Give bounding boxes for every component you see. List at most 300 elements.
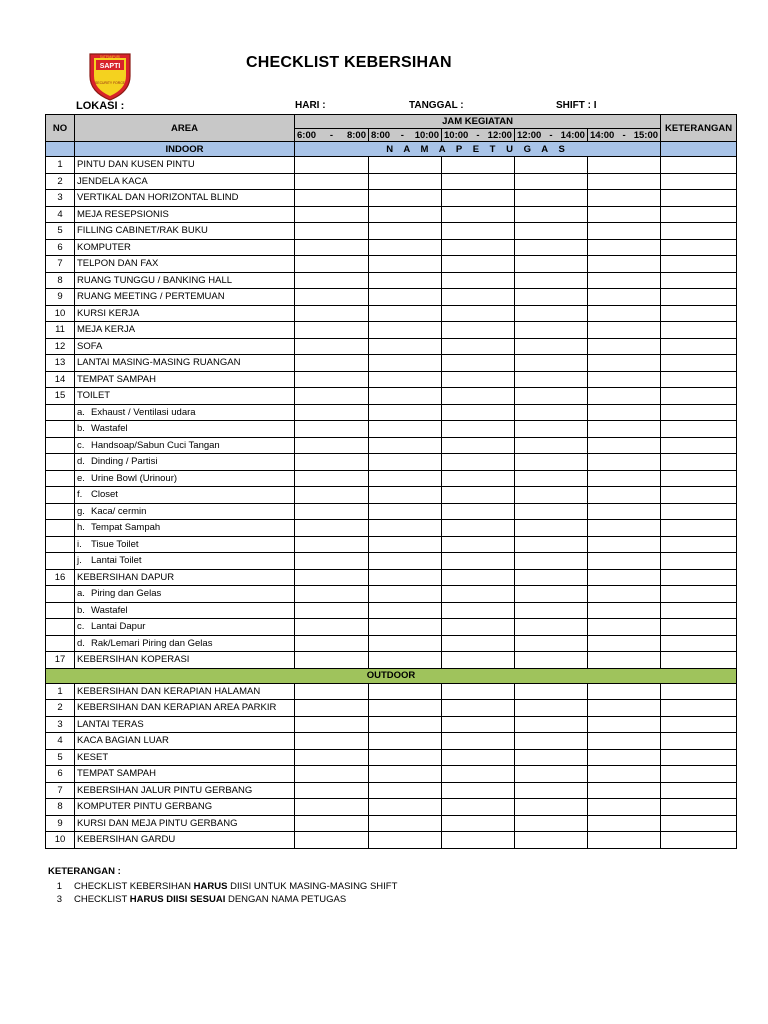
petugas-cell[interactable] <box>295 322 369 339</box>
section-outdoor: OUTDOOR <box>46 668 737 683</box>
petugas-cell[interactable] <box>588 470 661 487</box>
petugas-cell[interactable] <box>369 635 442 652</box>
petugas-cell[interactable] <box>295 586 369 603</box>
petugas-cell[interactable] <box>295 223 369 240</box>
time-slot-from: 6:00 <box>297 129 317 141</box>
keterangan-cell[interactable] <box>661 536 737 553</box>
petugas-cell[interactable] <box>369 421 442 438</box>
row-area <box>75 503 295 520</box>
petugas-cell[interactable] <box>588 815 661 832</box>
row-area <box>75 602 295 619</box>
time-slot-dash: - <box>622 129 626 141</box>
petugas-cell[interactable] <box>442 635 515 652</box>
keterangan-cell[interactable] <box>661 322 737 339</box>
petugas-cell[interactable] <box>295 602 369 619</box>
petugas-cell[interactable] <box>442 437 515 454</box>
petugas-cell[interactable] <box>442 388 515 405</box>
row-number <box>46 536 75 553</box>
petugas-cell[interactable] <box>369 652 442 669</box>
petugas-cell[interactable] <box>515 602 588 619</box>
petugas-cell[interactable] <box>442 815 515 832</box>
note-number: 3 <box>56 894 62 905</box>
petugas-cell[interactable] <box>442 190 515 207</box>
petugas-cell[interactable] <box>369 700 442 717</box>
petugas-cell[interactable] <box>369 586 442 603</box>
petugas-cell[interactable] <box>369 470 442 487</box>
petugas-cell[interactable] <box>295 652 369 669</box>
petugas-cell[interactable] <box>442 421 515 438</box>
petugas-cell[interactable] <box>442 454 515 471</box>
petugas-cell[interactable] <box>515 520 588 537</box>
keterangan-cell[interactable] <box>661 553 737 570</box>
petugas-cell[interactable] <box>515 421 588 438</box>
petugas-cell[interactable] <box>515 388 588 405</box>
row-number: 15 <box>46 388 75 405</box>
petugas-cell[interactable] <box>442 157 515 174</box>
petugas-cell[interactable] <box>515 799 588 816</box>
petugas-cell[interactable] <box>442 832 515 849</box>
petugas-cell[interactable] <box>442 272 515 289</box>
petugas-cell[interactable] <box>515 404 588 421</box>
petugas-cell[interactable] <box>369 815 442 832</box>
petugas-cell[interactable] <box>442 355 515 372</box>
petugas-cell[interactable] <box>515 272 588 289</box>
row-number: 5 <box>46 223 75 240</box>
petugas-cell[interactable] <box>369 256 442 273</box>
note-item <box>48 880 397 893</box>
time-slot-to: 14:00 <box>560 129 585 141</box>
petugas-cell[interactable] <box>295 683 369 700</box>
petugas-cell[interactable] <box>369 487 442 504</box>
keterangan-cell[interactable] <box>661 716 737 733</box>
petugas-cell[interactable] <box>369 569 442 586</box>
petugas-cell[interactable] <box>442 223 515 240</box>
petugas-cell[interactable] <box>515 371 588 388</box>
keterangan-cell[interactable] <box>661 289 737 306</box>
petugas-cell[interactable] <box>295 206 369 223</box>
petugas-cell[interactable] <box>369 766 442 783</box>
petugas-cell[interactable] <box>442 683 515 700</box>
row-area: MEJA KERJA <box>75 322 295 339</box>
petugas-cell[interactable] <box>295 421 369 438</box>
petugas-cell[interactable] <box>295 487 369 504</box>
petugas-cell[interactable] <box>295 716 369 733</box>
petugas-cell[interactable] <box>369 683 442 700</box>
table-row <box>46 683 737 700</box>
petugas-cell[interactable] <box>588 272 661 289</box>
row-number: 5 <box>46 749 75 766</box>
keterangan-cell[interactable] <box>661 470 737 487</box>
petugas-cell[interactable] <box>442 404 515 421</box>
petugas-cell[interactable] <box>588 239 661 256</box>
petugas-cell[interactable] <box>442 602 515 619</box>
petugas-cell[interactable] <box>588 749 661 766</box>
petugas-cell[interactable] <box>442 716 515 733</box>
petugas-cell[interactable] <box>588 832 661 849</box>
petugas-cell[interactable] <box>588 652 661 669</box>
petugas-cell[interactable] <box>588 355 661 372</box>
row-number: 9 <box>46 289 75 306</box>
keterangan-cell[interactable] <box>661 355 737 372</box>
petugas-cell[interactable] <box>369 749 442 766</box>
petugas-cell[interactable] <box>295 749 369 766</box>
petugas-cell[interactable] <box>588 683 661 700</box>
petugas-cell[interactable] <box>295 766 369 783</box>
keterangan-cell[interactable] <box>661 586 737 603</box>
petugas-cell[interactable] <box>442 487 515 504</box>
petugas-cell[interactable] <box>295 700 369 717</box>
keterangan-cell[interactable] <box>661 503 737 520</box>
keterangan-cell[interactable] <box>661 173 737 190</box>
petugas-cell[interactable] <box>588 454 661 471</box>
petugas-cell[interactable] <box>515 553 588 570</box>
time-slot-to: 8:00 <box>346 129 366 141</box>
petugas-cell[interactable] <box>515 338 588 355</box>
petugas-cell[interactable] <box>369 799 442 816</box>
row-area: JENDELA KACA <box>75 173 295 190</box>
petugas-cell[interactable] <box>442 503 515 520</box>
petugas-cell[interactable] <box>369 289 442 306</box>
table-row <box>46 799 737 816</box>
petugas-cell[interactable] <box>369 733 442 750</box>
petugas-cell[interactable] <box>295 239 369 256</box>
petugas-cell[interactable] <box>515 190 588 207</box>
petugas-cell[interactable] <box>295 782 369 799</box>
table-row <box>46 305 737 322</box>
petugas-cell[interactable] <box>588 388 661 405</box>
keterangan-cell[interactable] <box>661 635 737 652</box>
petugas-cell[interactable] <box>369 157 442 174</box>
petugas-cell[interactable] <box>295 388 369 405</box>
petugas-cell[interactable] <box>588 338 661 355</box>
sub-item-letter: c. <box>77 439 85 451</box>
keterangan-cell[interactable] <box>661 454 737 471</box>
petugas-cell[interactable] <box>369 437 442 454</box>
time-slot-header <box>369 129 442 142</box>
time-slot-to: 15:00 <box>633 129 659 141</box>
petugas-cell[interactable] <box>515 223 588 240</box>
petugas-cell[interactable] <box>588 799 661 816</box>
sub-item-text: Tisue Toilet <box>91 538 139 550</box>
petugas-cell[interactable] <box>515 683 588 700</box>
petugas-cell[interactable] <box>442 586 515 603</box>
petugas-cell[interactable] <box>442 289 515 306</box>
petugas-cell[interactable] <box>295 569 369 586</box>
petugas-cell[interactable] <box>515 206 588 223</box>
keterangan-cell[interactable] <box>661 239 737 256</box>
row-area: KEBERSIHAN DAN KERAPIAN HALAMAN <box>75 683 295 700</box>
petugas-cell[interactable] <box>515 355 588 372</box>
petugas-cell[interactable] <box>295 815 369 832</box>
table-row <box>46 421 737 438</box>
sub-item-letter: c. <box>77 621 85 633</box>
petugas-cell[interactable] <box>588 602 661 619</box>
petugas-cell[interactable] <box>295 619 369 636</box>
row-area <box>75 404 295 421</box>
petugas-cell[interactable] <box>369 305 442 322</box>
petugas-cell[interactable] <box>295 503 369 520</box>
petugas-cell[interactable] <box>369 190 442 207</box>
petugas-cell[interactable] <box>295 157 369 174</box>
petugas-cell[interactable] <box>442 322 515 339</box>
petugas-cell[interactable] <box>295 272 369 289</box>
petugas-cell[interactable] <box>295 470 369 487</box>
petugas-cell[interactable] <box>369 223 442 240</box>
petugas-cell[interactable] <box>515 437 588 454</box>
keterangan-cell[interactable] <box>661 206 737 223</box>
row-number: 3 <box>46 190 75 207</box>
petugas-cell[interactable] <box>295 305 369 322</box>
keterangan-cell[interactable] <box>661 815 737 832</box>
keterangan-cell[interactable] <box>661 223 737 240</box>
petugas-cell[interactable] <box>588 733 661 750</box>
petugas-cell[interactable] <box>295 404 369 421</box>
petugas-cell[interactable] <box>588 421 661 438</box>
time-slot-header <box>515 129 588 142</box>
petugas-cell[interactable] <box>515 173 588 190</box>
logo-bottom-text: SECURITY FORCE <box>95 81 125 85</box>
petugas-cell[interactable] <box>295 173 369 190</box>
keterangan-cell[interactable] <box>661 799 737 816</box>
petugas-cell[interactable] <box>369 388 442 405</box>
keterangan-cell[interactable] <box>661 256 737 273</box>
petugas-cell[interactable] <box>515 536 588 553</box>
keterangan-cell[interactable] <box>661 782 737 799</box>
petugas-cell[interactable] <box>588 223 661 240</box>
keterangan-cell[interactable] <box>661 487 737 504</box>
petugas-cell[interactable] <box>442 652 515 669</box>
petugas-cell[interactable] <box>515 635 588 652</box>
keterangan-cell[interactable] <box>661 832 737 849</box>
petugas-cell[interactable] <box>515 652 588 669</box>
petugas-cell[interactable] <box>442 338 515 355</box>
sub-item-text: Wastafel <box>91 604 128 616</box>
petugas-cell[interactable] <box>515 782 588 799</box>
petugas-cell[interactable] <box>588 700 661 717</box>
petugas-cell[interactable] <box>369 503 442 520</box>
keterangan-cell[interactable] <box>661 371 737 388</box>
petugas-cell[interactable] <box>588 371 661 388</box>
petugas-cell[interactable] <box>442 470 515 487</box>
row-area: TOILET <box>75 388 295 405</box>
petugas-cell[interactable] <box>588 520 661 537</box>
petugas-cell[interactable] <box>369 239 442 256</box>
petugas-cell[interactable] <box>515 749 588 766</box>
keterangan-cell[interactable] <box>661 272 737 289</box>
petugas-cell[interactable] <box>515 454 588 471</box>
petugas-cell[interactable] <box>295 338 369 355</box>
keterangan-cell[interactable] <box>661 749 737 766</box>
table-row <box>46 553 737 570</box>
keterangan-cell[interactable] <box>661 652 737 669</box>
row-area <box>75 421 295 438</box>
petugas-cell[interactable] <box>515 815 588 832</box>
row-area <box>75 520 295 537</box>
row-area <box>75 470 295 487</box>
petugas-cell[interactable] <box>369 355 442 372</box>
petugas-cell[interactable] <box>295 437 369 454</box>
row-area <box>75 553 295 570</box>
petugas-cell[interactable] <box>588 569 661 586</box>
keterangan-cell[interactable] <box>661 520 737 537</box>
keterangan-cell[interactable] <box>661 421 737 438</box>
petugas-cell[interactable] <box>442 239 515 256</box>
petugas-cell[interactable] <box>515 470 588 487</box>
petugas-cell[interactable] <box>515 487 588 504</box>
petugas-cell[interactable] <box>515 569 588 586</box>
petugas-cell[interactable] <box>442 256 515 273</box>
petugas-cell[interactable] <box>295 454 369 471</box>
petugas-cell[interactable] <box>295 553 369 570</box>
petugas-cell[interactable] <box>369 206 442 223</box>
petugas-cell[interactable] <box>588 305 661 322</box>
petugas-cell[interactable] <box>369 272 442 289</box>
petugas-cell[interactable] <box>515 157 588 174</box>
petugas-cell[interactable] <box>442 569 515 586</box>
petugas-cell[interactable] <box>442 733 515 750</box>
petugas-cell[interactable] <box>369 322 442 339</box>
table-row <box>46 766 737 783</box>
keterangan-cell[interactable] <box>661 404 737 421</box>
petugas-cell[interactable] <box>369 173 442 190</box>
petugas-cell[interactable] <box>369 454 442 471</box>
keterangan-cell[interactable] <box>661 190 737 207</box>
petugas-cell[interactable] <box>442 173 515 190</box>
petugas-cell[interactable] <box>515 289 588 306</box>
petugas-cell[interactable] <box>588 619 661 636</box>
row-number: 2 <box>46 700 75 717</box>
petugas-cell[interactable] <box>295 289 369 306</box>
keterangan-cell[interactable] <box>661 766 737 783</box>
petugas-cell[interactable] <box>295 733 369 750</box>
petugas-cell[interactable] <box>588 716 661 733</box>
petugas-cell[interactable] <box>588 289 661 306</box>
petugas-cell[interactable] <box>442 206 515 223</box>
petugas-cell[interactable] <box>295 832 369 849</box>
row-number <box>46 487 75 504</box>
petugas-cell[interactable] <box>295 635 369 652</box>
petugas-cell[interactable] <box>515 766 588 783</box>
petugas-cell[interactable] <box>295 256 369 273</box>
petugas-cell[interactable] <box>588 782 661 799</box>
keterangan-cell[interactable] <box>661 683 737 700</box>
petugas-cell[interactable] <box>588 256 661 273</box>
petugas-cell[interactable] <box>515 239 588 256</box>
petugas-cell[interactable] <box>515 256 588 273</box>
petugas-cell[interactable] <box>295 799 369 816</box>
table-row <box>46 749 737 766</box>
petugas-cell[interactable] <box>369 371 442 388</box>
petugas-cell[interactable] <box>442 619 515 636</box>
row-area: VERTIKAL DAN HORIZONTAL BLIND <box>75 190 295 207</box>
keterangan-cell[interactable] <box>661 305 737 322</box>
petugas-cell[interactable] <box>588 206 661 223</box>
petugas-cell[interactable] <box>369 832 442 849</box>
petugas-cell[interactable] <box>515 619 588 636</box>
petugas-cell[interactable] <box>442 799 515 816</box>
petugas-cell[interactable] <box>442 553 515 570</box>
petugas-cell[interactable] <box>588 553 661 570</box>
keterangan-cell[interactable] <box>661 569 737 586</box>
petugas-cell[interactable] <box>369 716 442 733</box>
petugas-cell[interactable] <box>369 553 442 570</box>
petugas-cell[interactable] <box>369 619 442 636</box>
petugas-cell[interactable] <box>369 536 442 553</box>
petugas-cell[interactable] <box>515 322 588 339</box>
petugas-cell[interactable] <box>442 305 515 322</box>
petugas-cell[interactable] <box>588 173 661 190</box>
keterangan-cell[interactable] <box>661 733 737 750</box>
petugas-cell[interactable] <box>588 190 661 207</box>
petugas-cell[interactable] <box>442 520 515 537</box>
petugas-cell[interactable] <box>588 503 661 520</box>
keterangan-cell[interactable] <box>661 602 737 619</box>
petugas-cell[interactable] <box>442 782 515 799</box>
sub-item-text: Lantai Dapur <box>91 621 146 633</box>
keterangan-cell[interactable] <box>661 619 737 636</box>
table-row <box>46 388 737 405</box>
petugas-cell[interactable] <box>588 536 661 553</box>
keterangan-cell[interactable] <box>661 338 737 355</box>
petugas-cell[interactable] <box>442 371 515 388</box>
petugas-cell[interactable] <box>515 503 588 520</box>
petugas-cell[interactable] <box>442 766 515 783</box>
petugas-cell[interactable] <box>369 602 442 619</box>
petugas-cell[interactable] <box>588 586 661 603</box>
petugas-cell[interactable] <box>588 404 661 421</box>
petugas-cell[interactable] <box>442 700 515 717</box>
petugas-cell[interactable] <box>369 338 442 355</box>
keterangan-cell[interactable] <box>661 700 737 717</box>
petugas-cell[interactable] <box>588 157 661 174</box>
petugas-cell[interactable] <box>515 832 588 849</box>
column-header-jam-kegiatan: JAM KEGIATAN <box>295 115 661 129</box>
keterangan-cell[interactable] <box>661 437 737 454</box>
petugas-cell[interactable] <box>442 536 515 553</box>
petugas-cell[interactable] <box>588 437 661 454</box>
petugas-cell[interactable] <box>515 586 588 603</box>
table-row <box>46 832 737 849</box>
petugas-cell[interactable] <box>515 305 588 322</box>
petugas-cell[interactable] <box>442 749 515 766</box>
petugas-cell[interactable] <box>515 716 588 733</box>
keterangan-cell[interactable] <box>661 157 737 174</box>
petugas-cell[interactable] <box>369 782 442 799</box>
shift-label: SHIFT : I <box>556 100 597 111</box>
petugas-cell[interactable] <box>588 487 661 504</box>
petugas-cell[interactable] <box>369 520 442 537</box>
row-number: 6 <box>46 239 75 256</box>
keterangan-cell[interactable] <box>661 388 737 405</box>
petugas-cell[interactable] <box>295 355 369 372</box>
petugas-cell[interactable] <box>588 322 661 339</box>
petugas-cell[interactable] <box>295 190 369 207</box>
petugas-cell[interactable] <box>588 635 661 652</box>
petugas-cell[interactable] <box>295 520 369 537</box>
petugas-cell[interactable] <box>295 536 369 553</box>
row-number <box>46 635 75 652</box>
row-number: 12 <box>46 338 75 355</box>
petugas-cell[interactable] <box>588 766 661 783</box>
petugas-cell[interactable] <box>515 700 588 717</box>
sub-item-letter: g. <box>77 505 85 517</box>
table-row <box>46 371 737 388</box>
petugas-cell[interactable] <box>369 404 442 421</box>
table-row <box>46 289 737 306</box>
petugas-cell[interactable] <box>295 371 369 388</box>
petugas-cell[interactable] <box>515 733 588 750</box>
table-row <box>46 652 737 669</box>
